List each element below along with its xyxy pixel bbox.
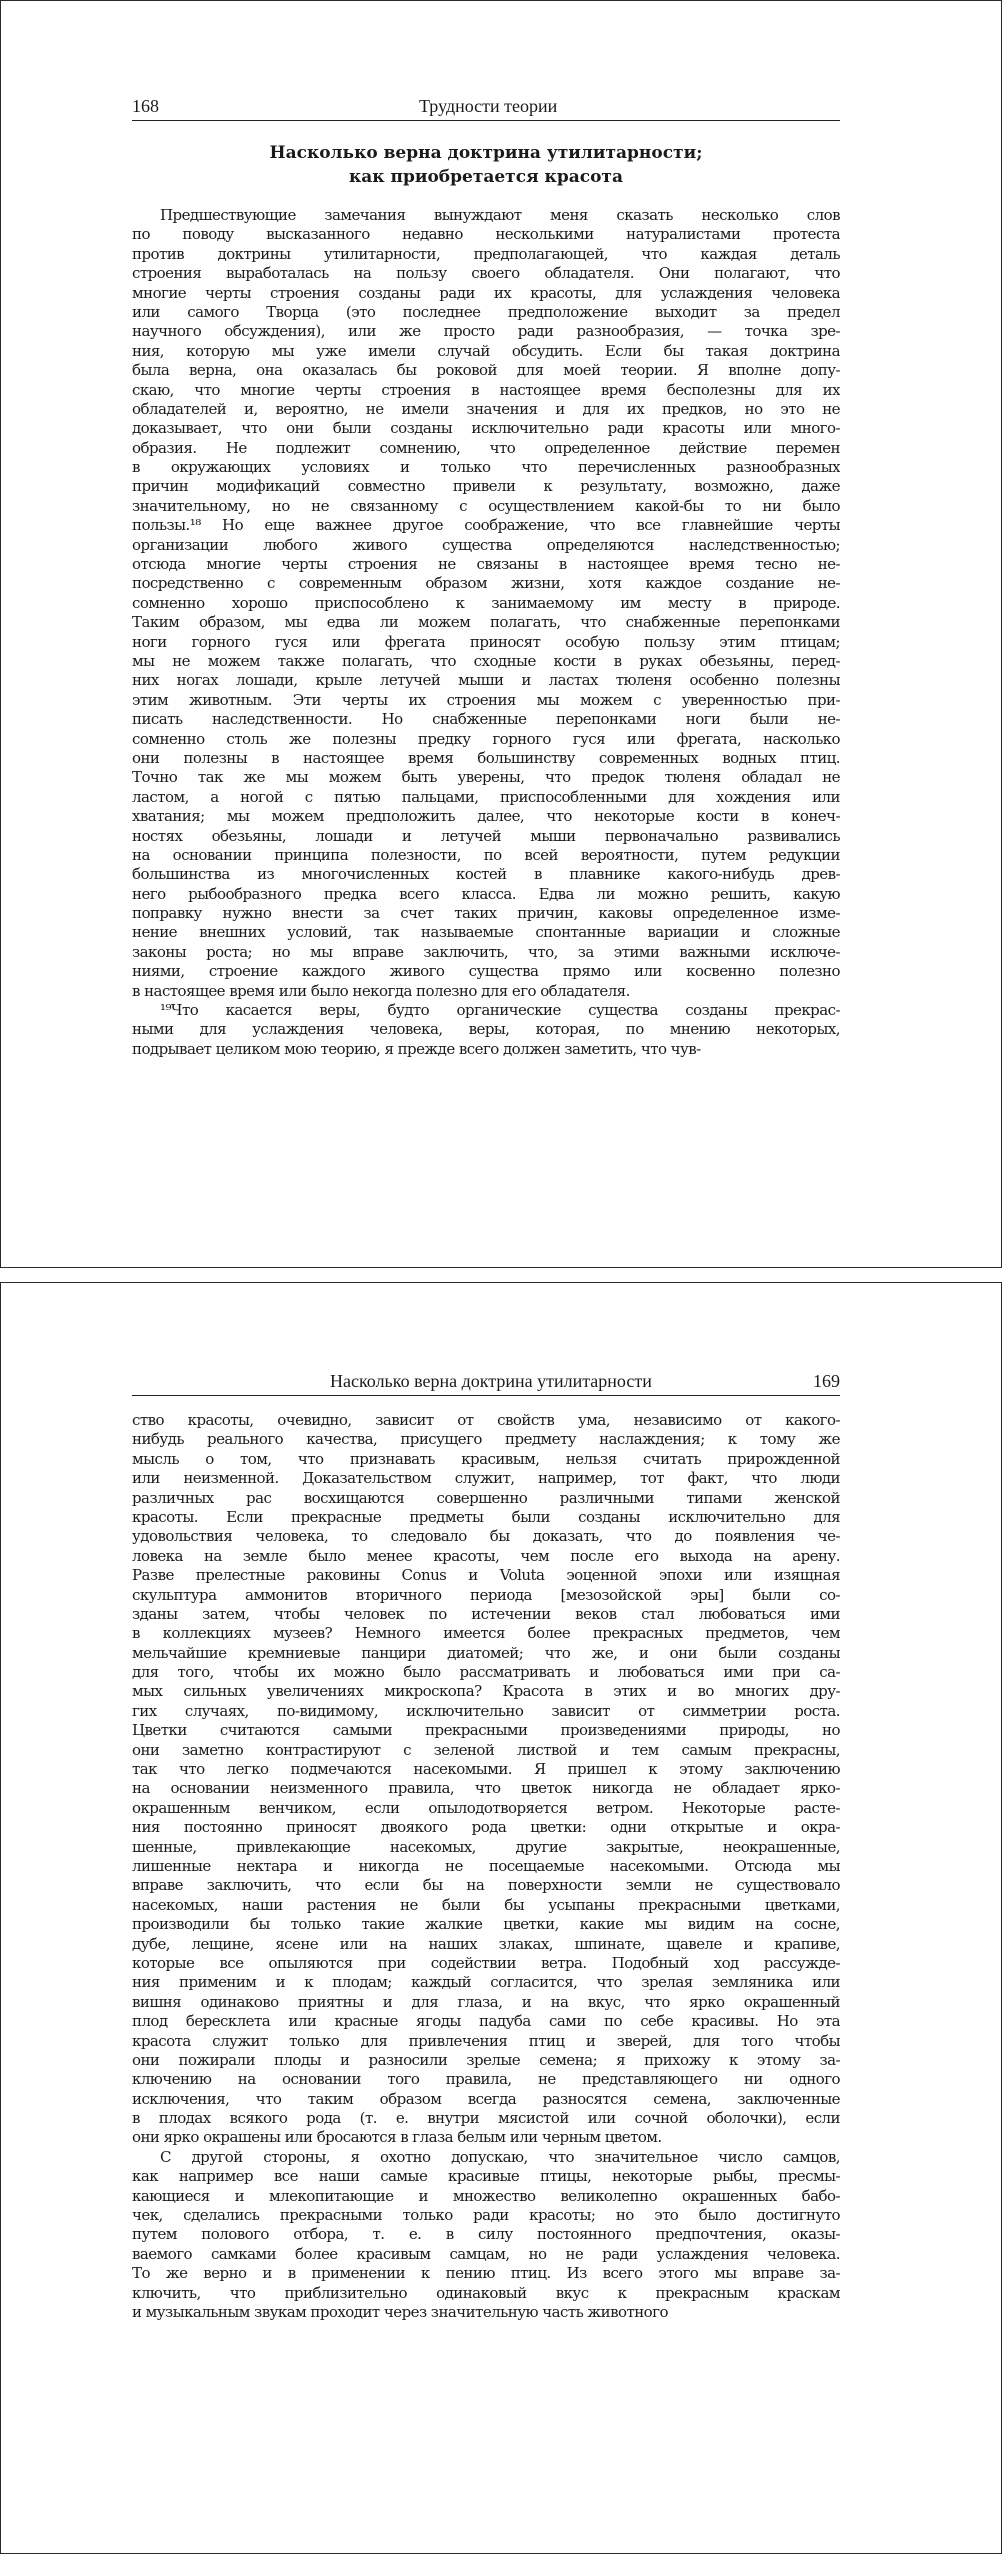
text-line: на основании неизменного правила, что цветок никогда не обладает ярко- bbox=[132, 1779, 840, 1798]
text-line: То же верно и в применении к пению птиц. Из всего этого мы вправе за- bbox=[132, 2264, 840, 2283]
text-line: большинства из многочисленных костей в плавнике какого-нибудь древ- bbox=[132, 865, 840, 884]
section-title bbox=[132, 141, 840, 189]
text-line: сомненно столь же полезны предку горного гуся или фрегата, насколько bbox=[132, 729, 840, 748]
text-line: в коллекциях музеев? Немного имеется более прекрасных предметов, чем bbox=[132, 1624, 840, 1643]
text-line: которые все опыляются при содействии ветра. Подобный ход рассужде- bbox=[132, 1953, 840, 1972]
text-line: этим животным. Эти черты их строения мы можем с уверенностью при- bbox=[132, 690, 840, 709]
text-line: ния применим и к плодам; каждый согласится, что зрелая земляника или bbox=[132, 1973, 840, 1992]
text-line: чек, сделались прекрасными только ради красоты; но это было достигнуто bbox=[132, 2206, 840, 2225]
text-line: ния, которую мы уже имели случай обсудить. Если бы такая доктрина bbox=[132, 341, 840, 360]
text-line: скаю, что многие черты строения в настоящее время бесполезны для их bbox=[132, 380, 840, 399]
text-line: плод бересклета или красные ягоды падуба сами по себе красивы. Но эта bbox=[132, 2012, 840, 2031]
text-line: вправе заключить, что если бы на поверхности земли не существовало bbox=[132, 1876, 840, 1895]
text-line: против доктрины утилитарности, предполагающей, что каждая деталь bbox=[132, 244, 840, 263]
text-line: кающиеся и млекопитающие и множество великолепно окрашенных бабо- bbox=[132, 2186, 840, 2205]
text-line: скульптура аммонитов вторичного периода [мезозойской эры] были со- bbox=[132, 1585, 840, 1604]
text-line: гих случаях, по-видимому, исключительно зависит от симметрии роста. bbox=[132, 1701, 840, 1720]
text-line: сомненно хорошо приспособлено к занимаемому им месту в природе. bbox=[132, 593, 840, 612]
text-line: производили бы только такие жалкие цветки, какие мы видим на сосне, bbox=[132, 1915, 840, 1934]
text-line: в окружающих условиях и только что перечисленных разнообразных bbox=[132, 458, 840, 477]
text-line: или неизменной. Доказательством служит, например, тот факт, что люди bbox=[132, 1469, 840, 1488]
text-line: исключения, что таким образом всегда разносятся семена, заключенные bbox=[132, 2089, 840, 2108]
page-169 bbox=[0, 1282, 1002, 2554]
text-line: вишня одинаково приятны и для глаза, и на вкус, что ярко окрашенный bbox=[132, 1992, 840, 2011]
text-line: окрашенным венчиком, если опылодотворяется ветром. Некоторые расте- bbox=[132, 1798, 840, 1817]
text-line: него рыбообразного предка всего класса. Едва ли можно решить, какую bbox=[132, 884, 840, 903]
text-line: образия. Не подлежит сомнению, что определенное действие перемен bbox=[132, 438, 840, 457]
text-line: различных рас восхищаются совершенно различными типами женской bbox=[132, 1488, 840, 1507]
text-line: научного обсуждения), или же просто ради разнообразия, — точка зре- bbox=[132, 322, 840, 341]
section-title-line: Насколько верна доктрина утилитарности; bbox=[269, 143, 703, 163]
text-line: мельчайшие кремниевые панцири диатомей; что же, и они были созданы bbox=[132, 1643, 840, 1662]
text-line: зданы затем, чтобы человек по истечении веков стал любоваться ими bbox=[132, 1604, 840, 1623]
text-line: по поводу высказанного недавно несколькими натуралистами протеста bbox=[132, 225, 840, 244]
text-line: они ярко окрашены или бросаются в глаза белым или черным цветом. bbox=[132, 2128, 662, 2147]
text-line: ниями, строение каждого живого существа прямо или косвенно полезно bbox=[132, 962, 840, 981]
text-line: ными для услаждения человека, веры, которая, по мнению некоторых, bbox=[132, 1020, 840, 1039]
text-line: нибудь реального качества, присущего предмету наслаждения; к тому же bbox=[132, 1430, 840, 1449]
text-line: отсюда многие черты строения не связаны в настоящее время тесно не- bbox=[132, 555, 840, 574]
text-line: поправку нужно внести за счет таких причин, каковы определенное изме- bbox=[132, 904, 840, 923]
text-line: красоты. Если прекрасные предметы были созданы исключительно для bbox=[132, 1507, 840, 1526]
text-line: ¹⁹Что касается веры, будто органические существа созданы прекрас- bbox=[160, 1001, 840, 1020]
text-line: мысль о том, что признавать красивым, нельзя считать прирожденной bbox=[132, 1449, 840, 1468]
text-line: ключить, что приблизительно одинаковый вкус к прекрасным краскам bbox=[132, 2283, 840, 2302]
text-line: причин модификаций совместно привели к результату, возможно, даже bbox=[132, 477, 840, 496]
text-line: ния постоянно приносят двоякого рода цветки: одни открытые и окра- bbox=[132, 1818, 840, 1837]
text-line: хватания; мы можем предположить далее, что некоторые кости в конеч- bbox=[132, 807, 840, 826]
running-header bbox=[132, 96, 840, 121]
text-line: была верна, она оказалась бы роковой для моей теории. Я вполне допу- bbox=[132, 361, 840, 380]
text-line: ностях обезьяны, лошади и летучей мыши первоначально развивались bbox=[132, 826, 840, 845]
page-number: 168 bbox=[132, 96, 159, 116]
running-title: Насколько верна доктрина утилитарности bbox=[330, 1371, 652, 1391]
text-line: на основании принципа полезности, по всей вероятности, путем редукции bbox=[132, 845, 840, 864]
text-line: них ногах лошади, крыле летучей мыши и ластах тюленя особенно полезны bbox=[132, 671, 840, 690]
body-text bbox=[132, 206, 840, 1059]
text-line: пользы.¹⁸ Но еще важнее другое соображение, что все главнейшие черты bbox=[132, 516, 840, 535]
text-line: законы роста; но мы вправе заключить, что, за этими важными исключе- bbox=[132, 942, 840, 961]
page-168 bbox=[0, 0, 1002, 1268]
text-line: Предшествующие замечания вынуждают меня сказать несколько слов bbox=[160, 206, 840, 224]
section-title-line: как приобретается красота bbox=[349, 167, 623, 187]
text-line: как например все наши самые красивые птицы, некоторые рыбы, пресмы- bbox=[132, 2167, 840, 2186]
text-line: подрывает целиком мою теорию, я прежде всего должен заметить, что чув- bbox=[132, 1039, 701, 1058]
text-line: ство красоты, очевидно, зависит от свойств ума, независимо от какого- bbox=[132, 1411, 840, 1429]
text-line: ноги горного гуся или фрегата приносят особую пользу этим птицам; bbox=[132, 632, 840, 651]
text-line: шенные, привлекающие насекомых, другие закрытые, неокрашенные, bbox=[132, 1837, 840, 1856]
text-line: мых сильных увеличениях микроскопа? Красота в этих и во многих дру- bbox=[132, 1682, 840, 1701]
text-line: ваемого самками более красивым самцам, но не ради услаждения человека. bbox=[132, 2244, 840, 2263]
text-line: Разве прелестные раковины Conus и Voluta эоценной эпохи или изящная bbox=[132, 1566, 840, 1585]
text-line: посредственно с современным образом жизни, хотя каждое создание не- bbox=[132, 574, 840, 593]
text-line: Цветки считаются самыми прекрасными произведениями природы, но bbox=[132, 1721, 840, 1740]
text-line: они пожирали плоды и разносили зрелые семена; я прихожу к этому за- bbox=[132, 2050, 840, 2069]
text-line: доказывает, что они были созданы исключительно ради красоты или много- bbox=[132, 419, 840, 438]
text-line: писать наследственности. Но снабженные перепонками ноги были не- bbox=[132, 710, 840, 729]
text-line: ловека на земле было менее красоты, чем после его выхода на арену. bbox=[132, 1546, 840, 1565]
text-line: для того, чтобы их можно было рассматривать и любоваться ими при са- bbox=[132, 1663, 840, 1682]
text-line: и музыкальным звукам проходит через значительную часть животного bbox=[132, 2302, 668, 2321]
text-line: лишенные нектара и никогда не посещаемые насекомыми. Отсюда мы bbox=[132, 1856, 840, 1875]
text-line: Таким образом, мы едва ли можем полагать, что снабженные перепонками bbox=[132, 613, 840, 632]
text-line: в плодах всякого рода (т. е. внутри мясистой или сочной оболочки), если bbox=[132, 2109, 840, 2128]
text-line: ластом, а ногой с пятью пальцами, приспособленными для хождения или bbox=[132, 787, 840, 806]
text-line: удовольствия человека, то следовало бы доказать, что до появления че- bbox=[132, 1527, 840, 1546]
text-line: ключению на основании того правила, не представляющего ни одного bbox=[132, 2070, 840, 2089]
text-line: значительному, но не связанному с осуществлением какой-бы то ни было bbox=[132, 496, 840, 515]
text-line: так что легко подмечаются насекомыми. Я пришел к этому заключению bbox=[132, 1760, 840, 1779]
running-header bbox=[132, 1371, 840, 1396]
text-line: С другой стороны, я охотно допускаю, что значительное число самцов, bbox=[160, 2147, 840, 2166]
text-line: красота служит только для привлечения птиц и зверей, для того чтобы bbox=[132, 2031, 840, 2050]
running-title: Трудности теории bbox=[419, 96, 558, 116]
text-line: Точно так же мы можем быть уверены, что предок тюленя обладал не bbox=[132, 768, 840, 787]
text-line: строения выработалась на пользу своего обладателя. Они полагают, что bbox=[132, 264, 840, 283]
body-text bbox=[132, 1411, 840, 2322]
text-line: многие черты строения созданы ради их красоты, для услаждения человека bbox=[132, 283, 840, 302]
text-line: они полезны в настоящее время большинству современных водных птиц. bbox=[132, 748, 840, 767]
text-line: или самого Творца (это последнее предположение выходит за предел bbox=[132, 302, 840, 321]
text-line: мы не можем также полагать, что сходные кости в руках обезьяны, перед- bbox=[132, 651, 840, 670]
text-line: обладателей и, вероятно, не имели значения и для их предков, но это не bbox=[132, 399, 840, 418]
text-line: путем полового отбора, т. е. в силу постоянного предпочтения, оказы- bbox=[132, 2225, 840, 2244]
text-line: в настоящее время или было некогда полезно для его обладателя. bbox=[132, 981, 630, 1000]
page-number: 169 bbox=[813, 1371, 840, 1391]
text-line: организации любого живого существа определяются наследственностью; bbox=[132, 535, 840, 554]
text-line: они заметно контрастируют с зеленой листвой и тем самым прекрасны, bbox=[132, 1740, 840, 1759]
text-line: нение внешних условий, так называемые спонтанные вариации и сложные bbox=[132, 923, 840, 942]
text-line: насекомых, наши растения не были бы усыпаны прекрасными цветками, bbox=[132, 1895, 840, 1914]
text-line: дубе, лещине, ясене или на наших злаках, шпинате, щавеле и крапиве, bbox=[132, 1934, 840, 1953]
